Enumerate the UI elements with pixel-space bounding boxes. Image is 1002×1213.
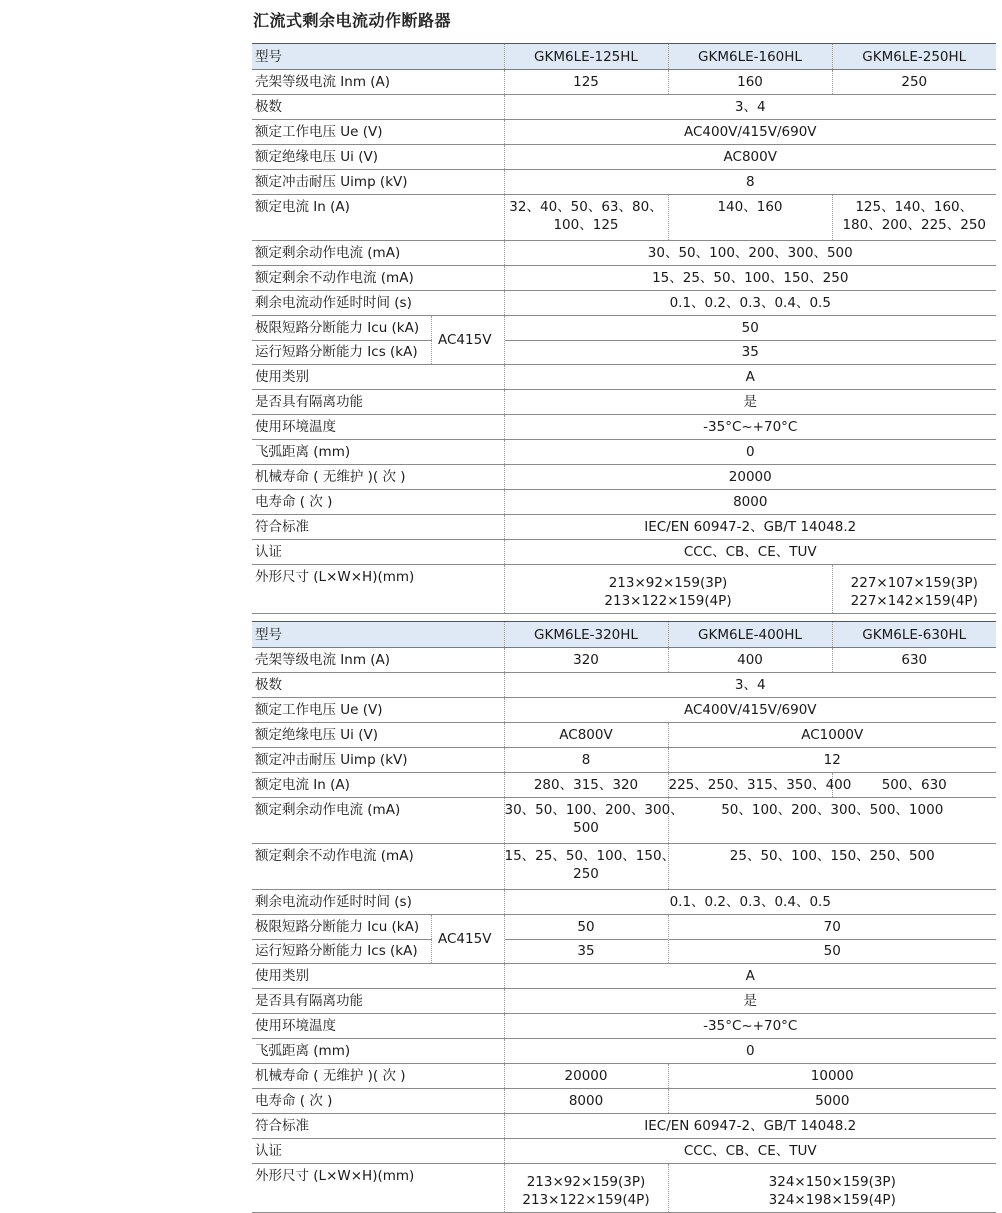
cell-value: 30、50、100、200、300、500 — [504, 241, 996, 266]
table-row — [252, 798, 996, 844]
row-label: 额定绝缘电压 Ui (V) — [252, 723, 504, 748]
table-row — [252, 565, 996, 614]
table-row — [252, 241, 996, 266]
table-row — [252, 648, 996, 673]
cell-value: 3、4 — [504, 95, 996, 120]
row-label: 额定绝缘电压 Ui (V) — [252, 145, 504, 170]
table-row — [252, 440, 996, 465]
cell-value: AC1000V — [668, 723, 996, 748]
row-label: 壳架等级电流 Inm (A) — [252, 648, 504, 673]
table-row — [252, 723, 996, 748]
cell-value: -35°C~+70°C — [504, 1014, 996, 1039]
breaking-capacity-group — [252, 316, 504, 364]
table-row — [252, 515, 996, 540]
model-label: 型号 — [252, 622, 504, 648]
row-label: 额定工作电压 Ue (V) — [252, 120, 504, 145]
cell-value: 5000 — [668, 1089, 996, 1114]
row-label: 外形尺寸 (L×W×H)(mm) — [252, 565, 504, 614]
row-label: 是否具有隔离功能 — [252, 989, 504, 1014]
table-row — [252, 316, 996, 365]
table-row — [252, 145, 996, 170]
page-title: 汇流式剩余电流动作断路器 — [253, 11, 452, 30]
table-row — [252, 1039, 996, 1064]
cell-value: 125、140、160、 180、200、225、250 — [832, 195, 996, 241]
cell-value: 125 — [504, 70, 668, 95]
table-row — [252, 748, 996, 773]
cell-value: 是 — [504, 989, 996, 1014]
row-label: 使用类别 — [252, 365, 504, 390]
icu-label: 极限短路分断能力 Icu (kA) — [252, 915, 432, 939]
table-row — [252, 1114, 996, 1139]
cell-value: IEC/EN 60947-2、GB/T 14048.2 — [504, 1114, 996, 1139]
cell-value: 12 — [668, 748, 996, 773]
model-name: GKM6LE-250HL — [832, 44, 996, 70]
cell-value: 630 — [832, 648, 996, 673]
breaking-values-a — [504, 915, 668, 964]
row-label: 额定电流 In (A) — [252, 773, 504, 798]
spec-table-1 — [252, 43, 996, 614]
row-label: 额定冲击耐压 Uimp (kV) — [252, 748, 504, 773]
breaking-values — [504, 316, 996, 365]
table-row — [252, 698, 996, 723]
row-label: 电寿命 ( 次 ) — [252, 1089, 504, 1114]
cell-value: 8 — [504, 748, 668, 773]
cell-value: -35°C~+70°C — [504, 415, 996, 440]
cell-value: 280、315、320 — [504, 773, 668, 798]
row-label — [252, 316, 504, 365]
table-row — [252, 773, 996, 798]
cell-value: 20000 — [504, 465, 996, 490]
table-row — [252, 170, 996, 195]
cell-value: 500、630 — [832, 773, 996, 798]
table-row — [252, 490, 996, 515]
cell-value: AC800V — [504, 145, 996, 170]
model-name: GKM6LE-400HL — [668, 622, 832, 648]
ics-label: 运行短路分断能力 Ics (kA) — [255, 943, 418, 960]
table-row — [252, 989, 996, 1014]
row-label: 外形尺寸 (L×W×H)(mm) — [252, 1164, 504, 1213]
cell-value: 30、50、100、200、300、 500 — [504, 798, 668, 844]
row-label: 认证 — [252, 540, 504, 565]
ac-label: AC415V — [432, 915, 504, 963]
cell-value: 3、4 — [504, 673, 996, 698]
cell-value: 213×92×159(3P) 213×122×159(4P) — [504, 1164, 668, 1213]
model-name: GKM6LE-125HL — [504, 44, 668, 70]
cell-value: IEC/EN 60947-2、GB/T 14048.2 — [504, 515, 996, 540]
table-row — [252, 95, 996, 120]
table-row — [252, 1139, 996, 1164]
cell-value: A — [504, 964, 996, 989]
row-label: 飞弧距离 (mm) — [252, 1039, 504, 1064]
table-row — [252, 1089, 996, 1114]
table-row — [252, 415, 996, 440]
table-row — [252, 70, 996, 95]
cell-value: 10000 — [668, 1064, 996, 1089]
row-label: 额定剩余动作电流 (mA) — [252, 798, 504, 844]
row-label: 额定工作电压 Ue (V) — [252, 698, 504, 723]
cell-value: 140、160 — [668, 195, 832, 241]
model-label: 型号 — [252, 44, 504, 70]
table-row — [252, 465, 996, 490]
row-label: 额定冲击耐压 Uimp (kV) — [252, 170, 504, 195]
cell-value: 324×150×159(3P) 324×198×159(4P) — [668, 1164, 996, 1213]
table-row — [252, 964, 996, 989]
row-label — [252, 915, 504, 964]
icu-value: 50 — [505, 316, 997, 341]
table-row — [252, 622, 996, 648]
cell-value: 20000 — [504, 1064, 668, 1089]
row-label: 额定电流 In (A) — [252, 195, 504, 241]
breaking-capacity-group — [252, 915, 504, 963]
icu-value: 50 — [505, 915, 668, 940]
cell-value: 8000 — [504, 1089, 668, 1114]
icu-label: 极限短路分断能力 Icu (kA) — [252, 316, 432, 340]
cell-value: 0.1、0.2、0.3、0.4、0.5 — [504, 291, 996, 316]
row-label: 额定剩余不动作电流 (mA) — [252, 844, 504, 890]
row-label: 机械寿命 ( 无维护 )( 次 ) — [252, 465, 504, 490]
ac-label: AC415V — [432, 316, 504, 364]
table-row — [252, 120, 996, 145]
cell-value: AC800V — [504, 723, 668, 748]
cell-value: AC400V/415V/690V — [504, 120, 996, 145]
table-row — [252, 365, 996, 390]
cell-value: AC400V/415V/690V — [504, 698, 996, 723]
table-row — [252, 540, 996, 565]
ics-value: 35 — [577, 943, 595, 959]
table-row — [252, 1164, 996, 1213]
cell-value: A — [504, 365, 996, 390]
ics-value: 35 — [741, 344, 759, 360]
row-label: 符合标准 — [252, 515, 504, 540]
model-name: GKM6LE-160HL — [668, 44, 832, 70]
cell-value: 8 — [504, 170, 996, 195]
row-label: 机械寿命 ( 无维护 )( 次 ) — [252, 1064, 504, 1089]
cell-value: 是 — [504, 390, 996, 415]
row-label: 极数 — [252, 673, 504, 698]
row-label: 认证 — [252, 1139, 504, 1164]
row-label: 极数 — [252, 95, 504, 120]
table-row — [252, 1014, 996, 1039]
row-label: 使用类别 — [252, 964, 504, 989]
row-label: 是否具有隔离功能 — [252, 390, 504, 415]
table-row — [252, 673, 996, 698]
cell-value: 50、100、200、300、500、1000 — [668, 798, 996, 844]
cell-value: 15、25、50、100、150、250 — [504, 266, 996, 291]
cell-value: CCC、CB、CE、TUV — [504, 540, 996, 565]
table-row — [252, 195, 996, 241]
row-label: 使用环境温度 — [252, 1014, 504, 1039]
cell-value: 227×107×159(3P) 227×142×159(4P) — [832, 565, 996, 614]
row-label: 额定剩余动作电流 (mA) — [252, 241, 504, 266]
breaking-values-b — [668, 915, 996, 964]
model-name: GKM6LE-320HL — [504, 622, 668, 648]
cell-value: 15、25、50、100、150、 250 — [504, 844, 668, 890]
row-label: 额定剩余不动作电流 (mA) — [252, 266, 504, 291]
spec-table-2 — [252, 621, 996, 1213]
cell-value: CCC、CB、CE、TUV — [504, 1139, 996, 1164]
row-label: 飞弧距离 (mm) — [252, 440, 504, 465]
cell-value: 320 — [504, 648, 668, 673]
ics-value: 50 — [823, 943, 841, 959]
table-row — [252, 890, 996, 915]
cell-value: 225、250、315、350、400 — [668, 773, 832, 798]
row-label: 剩余电流动作延时时间 (s) — [252, 890, 504, 915]
table-row — [252, 915, 996, 964]
table-row — [252, 1064, 996, 1089]
cell-value: 0 — [504, 1039, 996, 1064]
icu-value: 70 — [669, 915, 997, 940]
cell-value: 250 — [832, 70, 996, 95]
model-name: GKM6LE-630HL — [832, 622, 996, 648]
cell-value: 160 — [668, 70, 832, 95]
table-row — [252, 390, 996, 415]
row-label: 符合标准 — [252, 1114, 504, 1139]
table-row — [252, 291, 996, 316]
row-label: 剩余电流动作延时时间 (s) — [252, 291, 504, 316]
ics-label: 运行短路分断能力 Ics (kA) — [255, 344, 418, 361]
table-row — [252, 44, 996, 70]
cell-value: 32、40、50、63、80、 100、125 — [504, 195, 668, 241]
cell-value: 8000 — [504, 490, 996, 515]
cell-value: 0 — [504, 440, 996, 465]
cell-value: 0.1、0.2、0.3、0.4、0.5 — [504, 890, 996, 915]
table-row — [252, 844, 996, 890]
row-label: 壳架等级电流 Inm (A) — [252, 70, 504, 95]
row-label: 电寿命 ( 次 ) — [252, 490, 504, 515]
cell-value: 25、50、100、150、250、500 — [668, 844, 996, 890]
row-label: 使用环境温度 — [252, 415, 504, 440]
cell-value: 400 — [668, 648, 832, 673]
cell-value: 213×92×159(3P) 213×122×159(4P) — [504, 565, 832, 614]
table-row — [252, 266, 996, 291]
